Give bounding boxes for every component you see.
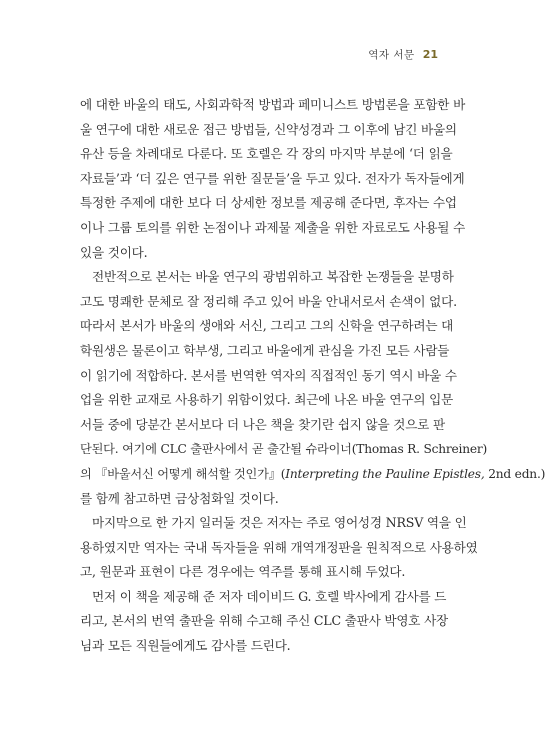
text-line: 학원생은 물론이고 학부생, 그리고 바울에게 관심을 가진 모든 사람들 [80,342,450,358]
text-line: 특정한 주제에 대한 보다 더 상세한 정보를 제공해 준다면, 후자는 수업 [80,195,457,211]
text-line: 고, 원문과 표현이 다른 경우에는 역주를 통해 표시해 두었다. [80,564,406,580]
text-line: 를 함께 참고하면 금상첨화일 것이다. [80,490,279,506]
running-header [368,47,438,62]
text-line: 용하였지만 역자는 국내 독자들을 위해 개역개정판을 원칙적으로 사용하였 [80,539,478,555]
text-line: 님과 모든 직원들에게도 감사를 드린다. [80,638,291,654]
running-header-title: 역자 서문 [368,49,415,61]
text-line: 서들 중에 당분간 본서보다 더 나은 책을 찾기란 쉽지 않을 것으로 판 [80,416,445,432]
text-line: 먼저 이 책을 제공해 준 저자 데이비드 G. 호렐 박사에게 감사를 드 [92,588,447,604]
text-line: 마지막으로 한 가지 일러둘 것은 저자는 주로 영어성경 NRSV 역을 인 [92,515,467,531]
text-line: 단된다. 여기에 CLC 출판사에서 곧 출간될 슈라이너(Thomas R. Schreiner) [80,442,488,457]
text-line: 고도 명쾌한 문체로 잘 정리해 주고 있어 바울 안내서로서 손색이 없다. [80,293,457,309]
text-line: 이나 그룹 토의를 위한 논점이나 과제물 제출을 위한 자료로도 사용될 수 [80,219,466,235]
text-line: 리고, 본서의 번역 출판을 위해 수고해 주신 CLC 출판사 박영호 사장 [80,613,449,629]
text-line: 업을 위한 교재로 사용하기 위함이었다. 최근에 나온 바울 연구의 입문 [80,392,454,408]
text-line: 따라서 본서가 바울의 생애와 서신, 그리고 그의 신학을 연구하려는 대 [80,318,454,334]
text-line: 있을 것이다. [80,244,148,260]
text-line: 울 연구에 대한 새로운 접근 방법들, 신약성경과 그 이후에 남긴 바울의 [80,121,457,137]
text-line: 에 대한 바울의 태도, 사회과학적 방법과 페미니스트 방법론을 포함한 바 [80,97,466,112]
text-line-with-italic-title [80,462,545,487]
text-segment: 2nd edn.) [484,466,545,481]
text-line: 전반적으로 본서는 바울 연구의 광범위하고 복잡한 논쟁들을 분명하 [92,269,454,285]
text-line: 자료들’과 ‘더 깊은 연구를 위한 질문들’을 두고 있다. 전자가 독자들에게 [80,170,465,186]
text-line: 유산 등을 차례대로 다룬다. 또 호렐은 각 장의 마지막 부분에 ‘더 읽을 [80,146,453,162]
body-text [80,93,545,659]
text-line: 이 읽기에 적합하다. 본서를 번역한 역자의 직접적인 동기 역시 바울 수 [80,367,457,383]
page-number: 21 [422,48,438,61]
italic-book-title: Interpreting the Pauline Epistles, [285,466,485,481]
text-segment: 의 『바울서신 어떻게 해석할 것인가』( [80,466,286,481]
